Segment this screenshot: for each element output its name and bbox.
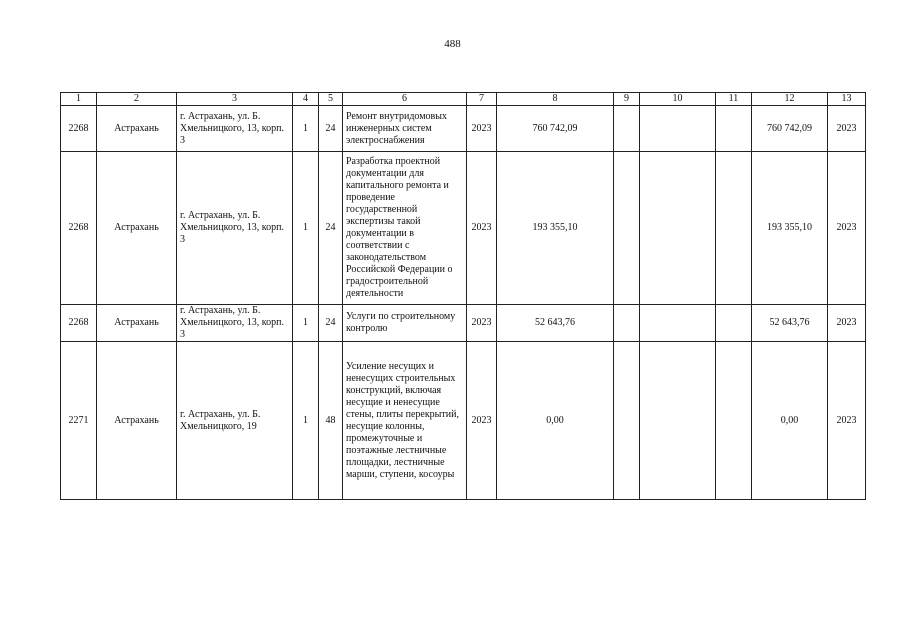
table-row xyxy=(61,152,866,305)
year-cell: 2023 xyxy=(467,152,497,305)
col4-cell: 1 xyxy=(293,106,319,152)
cost-cell: 760 742,09 xyxy=(497,106,614,152)
col9-cell xyxy=(614,342,640,500)
col10-cell xyxy=(640,342,716,500)
end-year-cell: 2023 xyxy=(828,305,866,342)
col10-cell xyxy=(640,106,716,152)
column-header: 2 xyxy=(97,93,177,106)
col11-cell xyxy=(716,305,752,342)
header-row xyxy=(61,93,866,106)
total-cell: 193 355,10 xyxy=(752,152,828,305)
end-year-cell: 2023 xyxy=(828,152,866,305)
column-header: 11 xyxy=(716,93,752,106)
column-header: 1 xyxy=(61,93,97,106)
column-header: 6 xyxy=(343,93,467,106)
work-type-cell: Разработка проектной документации для капитального ремонта и проведение государственной экспертизы такой документации в соответствии с законодательством Российской Федерации о градостроительной деятельности xyxy=(343,152,467,305)
work-type-cell: Ремонт внутридомовых инженерных систем электроснабжения xyxy=(343,106,467,152)
col5-cell: 24 xyxy=(319,152,343,305)
row-number: 2271 xyxy=(61,342,97,500)
row-number: 2268 xyxy=(61,152,97,305)
column-header: 10 xyxy=(640,93,716,106)
col10-cell xyxy=(640,305,716,342)
end-year-cell: 2023 xyxy=(828,106,866,152)
city-cell: Астрахань xyxy=(97,152,177,305)
col5-cell: 24 xyxy=(319,305,343,342)
column-header: 13 xyxy=(828,93,866,106)
column-header: 8 xyxy=(497,93,614,106)
col4-cell: 1 xyxy=(293,152,319,305)
col10-cell xyxy=(640,152,716,305)
city-cell: Астрахань xyxy=(97,305,177,342)
col11-cell xyxy=(716,106,752,152)
total-cell: 760 742,09 xyxy=(752,106,828,152)
year-cell: 2023 xyxy=(467,106,497,152)
col5-cell: 48 xyxy=(319,342,343,500)
col11-cell xyxy=(716,342,752,500)
page-number: 488 xyxy=(444,38,461,50)
table-row xyxy=(61,305,866,342)
column-header: 9 xyxy=(614,93,640,106)
column-header: 12 xyxy=(752,93,828,106)
table-row xyxy=(61,106,866,152)
year-cell: 2023 xyxy=(467,342,497,500)
col5-cell: 24 xyxy=(319,106,343,152)
table-row xyxy=(61,342,866,500)
row-number: 2268 xyxy=(61,305,97,342)
cost-cell: 52 643,76 xyxy=(497,305,614,342)
cost-cell: 193 355,10 xyxy=(497,152,614,305)
total-cell: 0,00 xyxy=(752,342,828,500)
address-cell: г. Астрахань, ул. Б. Хмельницкого, 13, корп. 3 xyxy=(177,106,293,152)
col11-cell xyxy=(716,152,752,305)
column-header: 7 xyxy=(467,93,497,106)
address-cell: г. Астрахань, ул. Б. Хмельницкого, 13, корп. 3 xyxy=(177,305,293,342)
work-type-cell: Услуги по строительному контролю xyxy=(343,305,467,342)
address-cell: г. Астрахань, ул. Б. Хмельницкого, 19 xyxy=(177,342,293,500)
address-cell: г. Астрахань, ул. Б. Хмельницкого, 13, корп. 3 xyxy=(177,152,293,305)
cost-cell: 0,00 xyxy=(497,342,614,500)
city-cell: Астрахань xyxy=(97,342,177,500)
row-number: 2268 xyxy=(61,106,97,152)
city-cell: Астрахань xyxy=(97,106,177,152)
work-type-cell: Усиление несущих и ненесущих строительных конструкций, включая несущие и ненесущие стены, плиты перекрытий, несущие колонны, промежуточные и поэтажные лестничные площадки, лестничные марши, ступени, косоуры xyxy=(343,342,467,500)
col4-cell: 1 xyxy=(293,305,319,342)
col9-cell xyxy=(614,305,640,342)
column-header: 5 xyxy=(319,93,343,106)
year-cell: 2023 xyxy=(467,305,497,342)
col9-cell xyxy=(614,152,640,305)
end-year-cell: 2023 xyxy=(828,342,866,500)
column-header: 3 xyxy=(177,93,293,106)
column-header: 4 xyxy=(293,93,319,106)
col9-cell xyxy=(614,106,640,152)
total-cell: 52 643,76 xyxy=(752,305,828,342)
register-table xyxy=(60,92,866,500)
col4-cell: 1 xyxy=(293,342,319,500)
